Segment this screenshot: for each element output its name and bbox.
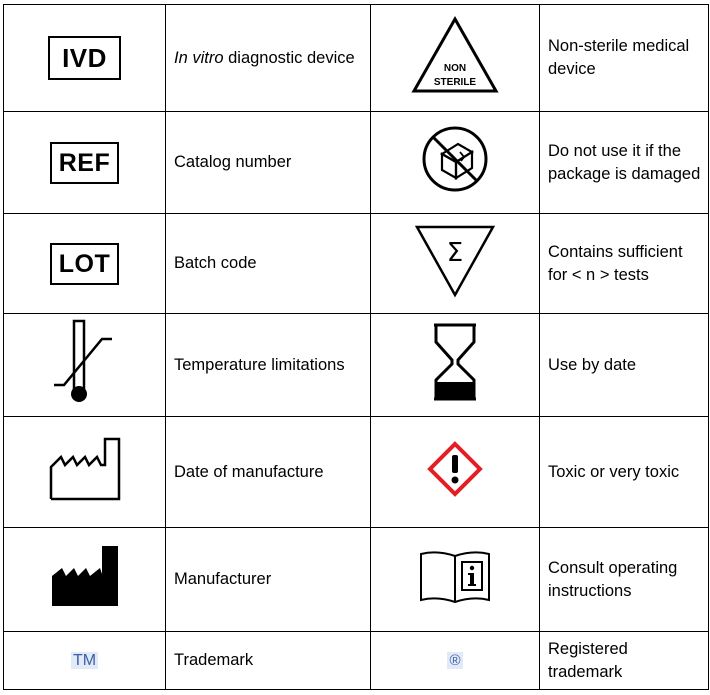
description-cell: Temperature limitations <box>166 314 371 417</box>
do-not-use-damaged-package-icon <box>420 124 490 194</box>
description-cell: Trademark <box>166 632 371 690</box>
table-row <box>4 528 709 632</box>
sigma-triangle-icon <box>413 221 497 299</box>
description-cell: Contains sufficient for < n > tests <box>540 214 709 314</box>
symbol-cell <box>371 5 540 112</box>
symbol-cell <box>371 112 540 214</box>
symbol-cell <box>4 314 166 417</box>
symbol-cell <box>371 417 540 528</box>
symbol-cell <box>4 528 166 632</box>
description-cell: Batch code <box>166 214 371 314</box>
description-cell: Non-sterile medical device <box>540 5 709 112</box>
table-row <box>4 214 709 314</box>
factory-outline-icon <box>47 435 123 503</box>
description-cell: Toxic or very toxic <box>540 417 709 528</box>
symbol-cell <box>4 417 166 528</box>
symbol-cell <box>371 214 540 314</box>
table-row <box>4 112 709 214</box>
description-cell: Manufacturer <box>166 528 371 632</box>
symbol-cell <box>4 214 166 314</box>
symbol-cell <box>371 632 540 690</box>
symbol-cell <box>371 528 540 632</box>
open-book-info-icon <box>417 548 493 604</box>
table-row <box>4 5 709 112</box>
description-cell: Date of manufacture <box>166 417 371 528</box>
lot-label-icon: LOT <box>50 243 120 285</box>
trademark-symbol: TM <box>72 652 97 669</box>
symbol-cell <box>4 632 166 690</box>
symbol-cell <box>4 5 166 112</box>
description-cell: Catalog number <box>166 112 371 214</box>
non-sterile-top-text: NON <box>443 62 467 74</box>
description-cell: Consult operating instructions <box>540 528 709 632</box>
table-row <box>4 314 709 417</box>
symbol-cell <box>4 112 166 214</box>
table-row <box>4 632 709 690</box>
symbols-table <box>3 4 709 690</box>
factory-filled-icon <box>50 544 120 608</box>
description-italic: In vitro <box>174 48 224 67</box>
non-sterile-bottom-text: STERILE <box>433 76 477 88</box>
toxic-exclamation-diamond-icon <box>427 441 483 497</box>
table-row <box>4 417 709 528</box>
description-cell: Do not use it if the package is damaged <box>540 112 709 214</box>
description-cell: Registered trademark <box>540 632 709 690</box>
non-sterile-triangle-icon <box>410 15 500 95</box>
description-text: diagnostic device <box>223 48 355 67</box>
thermometer-icon <box>50 317 120 407</box>
ivd-label-icon: IVD <box>48 36 121 80</box>
description-cell: Use by date <box>540 314 709 417</box>
ref-label-icon: REF <box>50 142 120 184</box>
sigma-symbol: Σ <box>446 238 464 268</box>
symbol-cell <box>371 314 540 417</box>
hourglass-icon <box>430 322 480 402</box>
registered-symbol: ® <box>449 652 461 669</box>
description-cell <box>166 5 371 112</box>
